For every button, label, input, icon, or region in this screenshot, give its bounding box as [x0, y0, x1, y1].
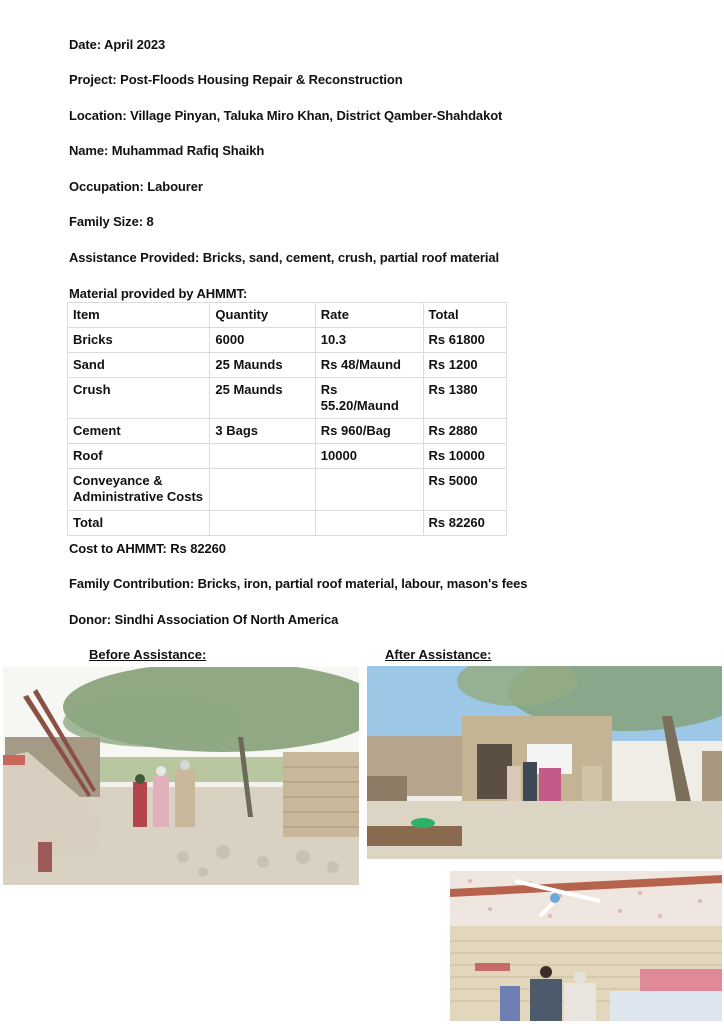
family-size-value: 8	[146, 214, 154, 229]
cell-rate	[315, 511, 423, 536]
cell-total: Rs 1200	[423, 353, 507, 378]
assistance-label: Assistance Provided:	[69, 250, 200, 265]
header-quantity: Quantity	[210, 303, 315, 328]
cell-item: Cement	[68, 419, 210, 444]
cost-label: Cost to AHMMT:	[69, 541, 167, 556]
cell-quantity: 3 Bags	[210, 419, 315, 444]
cell-quantity: 6000	[210, 328, 315, 353]
location-value: Village Pinyan, Taluka Miro Khan, District Qamber-Shahdakot	[130, 108, 503, 123]
materials-table	[67, 302, 507, 536]
cell-quantity	[210, 469, 315, 511]
header-total: Total	[423, 303, 507, 328]
name-value: Muhammad Rafiq Shaikh	[111, 143, 265, 158]
cell-quantity: 25 Maunds	[210, 353, 315, 378]
before-photo	[3, 667, 359, 885]
project-label: Project:	[69, 72, 117, 87]
before-caption: Before Assistance:	[89, 647, 207, 662]
location-label: Location:	[69, 108, 127, 123]
material-heading: Material provided by AHMMT:	[69, 286, 248, 301]
cost-value: Rs 82260	[170, 541, 226, 556]
table-row	[68, 378, 507, 419]
donor-label: Donor:	[69, 612, 111, 627]
location-line	[69, 108, 502, 123]
cell-quantity: 25 Maunds	[210, 378, 315, 419]
cell-rate: Rs 55.20/Maund	[315, 378, 423, 419]
occupation-label: Occupation:	[69, 179, 144, 194]
cell-item: Crush	[68, 378, 210, 419]
cell-quantity	[210, 444, 315, 469]
family-size-line	[69, 214, 154, 229]
donor-value: Sindhi Association Of North America	[114, 612, 339, 627]
assistance-line	[69, 250, 499, 265]
occupation-line	[69, 179, 203, 194]
cell-total: Rs 82260	[423, 511, 507, 536]
date-value: April 2023	[104, 37, 166, 52]
cell-item: Bricks	[68, 328, 210, 353]
table-total-row	[68, 511, 507, 536]
interior-photo	[450, 871, 722, 1021]
cell-item: Roof	[68, 444, 210, 469]
interior-photo-image	[450, 871, 722, 1021]
table-row	[68, 444, 507, 469]
cell-total: Rs 5000	[423, 469, 507, 511]
after-caption: After Assistance:	[385, 647, 492, 662]
date-label: Date:	[69, 37, 102, 52]
cell-rate: 10000	[315, 444, 423, 469]
cell-item: Sand	[68, 353, 210, 378]
header-item: Item	[68, 303, 210, 328]
table-header-row	[68, 303, 507, 328]
cell-total: Rs 10000	[423, 444, 507, 469]
date-line	[69, 37, 165, 52]
name-label: Name:	[69, 143, 109, 158]
assistance-value: Bricks, sand, cement, crush, partial roof material	[202, 250, 500, 265]
table-row	[68, 469, 507, 511]
cell-total: Rs 61800	[423, 328, 507, 353]
cell-quantity	[210, 511, 315, 536]
cell-item: Conveyance & Administrative Costs	[68, 469, 210, 511]
table-row	[68, 328, 507, 353]
after-photo	[367, 666, 722, 859]
contribution-label: Family Contribution:	[69, 576, 195, 591]
table-row	[68, 353, 507, 378]
project-line	[69, 72, 403, 87]
table-row	[68, 419, 507, 444]
cell-rate: Rs 960/Bag	[315, 419, 423, 444]
before-photo-image	[3, 667, 359, 885]
cell-rate: Rs 48/Maund	[315, 353, 423, 378]
cell-total: Rs 2880	[423, 419, 507, 444]
cost-line	[69, 541, 226, 556]
project-value: Post-Floods Housing Repair & Reconstruction	[120, 72, 403, 87]
cell-rate: 10.3	[315, 328, 423, 353]
cell-rate	[315, 469, 423, 511]
contribution-value: Bricks, iron, partial roof material, labour, mason's fees	[197, 576, 528, 591]
cell-total: Rs 1380	[423, 378, 507, 419]
family-size-label: Family Size:	[69, 214, 143, 229]
donor-line	[69, 612, 338, 627]
occupation-value: Labourer	[147, 179, 203, 194]
header-rate: Rate	[315, 303, 423, 328]
after-photo-image	[367, 666, 722, 859]
cell-item: Total	[68, 511, 210, 536]
contribution-line	[69, 576, 527, 591]
name-line	[69, 143, 264, 158]
